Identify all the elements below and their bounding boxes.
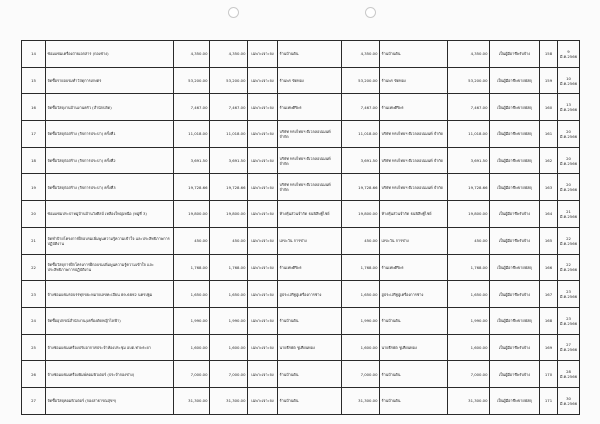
winning-price: 1,600.00 xyxy=(448,334,490,361)
table-body xyxy=(22,41,580,415)
table-row xyxy=(22,121,580,148)
table-row xyxy=(22,67,580,94)
row-number: 24 xyxy=(22,307,46,334)
row-number: 21 xyxy=(22,227,46,254)
contract-number: 158 xyxy=(540,41,558,68)
punch-hole-right xyxy=(365,7,376,18)
bidder-name: ร้านบ้านดิน xyxy=(278,387,342,414)
bid-price: 450.00 xyxy=(342,227,380,254)
winner-name: ห้างหุ้นส่วนจำกัด ธนพิสิษฐ์ไชย์ xyxy=(380,201,448,228)
item-description: จัดซื้อวัสดุก่อสร้าง (กิจการประปา) ครั้งที่2 xyxy=(46,147,174,174)
bid-price: 7,000.00 xyxy=(342,361,380,388)
contract-date: 20 มี.ค.2566 xyxy=(558,147,580,174)
median-price: 1,650.00 xyxy=(210,281,248,308)
winner-name: นายธีรพัต ชูเทียนทอง xyxy=(380,334,448,361)
contract-number: 165 xyxy=(540,227,558,254)
procurement-method: เฉพาะเจาะจง xyxy=(248,334,278,361)
median-price: 1,990.00 xyxy=(210,307,248,334)
table-row xyxy=(22,174,580,201)
bid-price: 1,600.00 xyxy=(342,334,380,361)
budget-amount: 53,200.00 xyxy=(174,67,210,94)
bidder-name: บริษัท ทรงไทยฯ ดีเวลลอปเมนท์ จำกัด xyxy=(278,147,342,174)
winner-name: อู่ประเสริฐอู่เครื่องการช่าง xyxy=(380,281,448,308)
bid-price: 3,691.50 xyxy=(342,147,380,174)
table-row xyxy=(22,227,580,254)
bidder-name: ห้างหุ้นส่วนจำกัด ธนพิสิษฐ์ไชย์ xyxy=(278,201,342,228)
budget-amount: 19,800.00 xyxy=(174,201,210,228)
bidder-name: ร้านบ้านดิน xyxy=(278,41,342,68)
contract-number: 161 xyxy=(540,121,558,148)
contract-number: 166 xyxy=(540,254,558,281)
median-price: 1,600.00 xyxy=(210,334,248,361)
procurement-method: เฉพาะเจาะจง xyxy=(248,361,278,388)
bid-price: 7,467.00 xyxy=(342,94,380,121)
table-row xyxy=(22,387,580,414)
winning-price: 1,650.00 xyxy=(448,281,490,308)
selection-reason: เป็นผู้มีอาชีพขายพัสดุ xyxy=(490,121,540,148)
procurement-method: เฉพาะเจาะจง xyxy=(248,201,278,228)
selection-reason: เป็นผู้มีอาชีพรับจ้าง xyxy=(490,281,540,308)
contract-date: 13 มี.ค.2566 xyxy=(558,94,580,121)
contract-date: 27 มี.ค.2566 xyxy=(558,334,580,361)
procurement-method: เฉพาะเจาะจง xyxy=(248,227,278,254)
median-price: 7,000.00 xyxy=(210,361,248,388)
selection-reason: เป็นผู้มีอาชีพขายพัสดุ xyxy=(490,94,540,121)
contract-number: 168 xyxy=(540,307,558,334)
item-description: ซ่อมแซมเครื่องถ่ายเอกสาร (กองช่าง) xyxy=(46,41,174,68)
winner-name: ร้านบ้านดิน xyxy=(380,387,448,414)
bidder-name: ร้านพร ขัดทอง xyxy=(278,67,342,94)
bid-price: 19,728.66 xyxy=(342,174,380,201)
item-description: จัดซื้อรายอบรมทำวัสดุการเกษตร xyxy=(46,67,174,94)
winner-name: ร้านบ้านดิน xyxy=(380,41,448,68)
procurement-method: เฉพาะเจาะจง xyxy=(248,67,278,94)
row-number: 18 xyxy=(22,147,46,174)
bidder-name: บริษัท ทรงไทยฯ ดีเวลลอปเมนท์ จำกัด xyxy=(278,174,342,201)
procurement-method: เฉพาะเจาะจง xyxy=(248,94,278,121)
bid-price: 31,300.00 xyxy=(342,387,380,414)
bidder-name: นายธีรพัต ชูเทียนทอง xyxy=(278,334,342,361)
bid-price: 1,768.00 xyxy=(342,254,380,281)
median-price: 3,691.50 xyxy=(210,147,248,174)
contract-date: 21 มี.ค.2566 xyxy=(558,201,580,228)
contract-number: 160 xyxy=(540,94,558,121)
item-description: ซ่อมแซมประปาหมู่บ้านบ้านวังศิลป์ เหลืองใหญ่เหนือ (หมู่ที่ 3) xyxy=(46,201,174,228)
table-row xyxy=(22,94,580,121)
contract-date: 20 มี.ค.2566 xyxy=(558,174,580,201)
budget-amount: 3,691.50 xyxy=(174,147,210,174)
bid-price: 1,990.00 xyxy=(342,307,380,334)
median-price: 53,200.00 xyxy=(210,67,248,94)
item-description: จัดซื้ออุปกรณ์สำนักงาน(เครื่องตัดหญ้าไฟฟ้า) xyxy=(46,307,174,334)
contract-date: 23 มี.ค.2566 xyxy=(558,281,580,308)
row-number: 27 xyxy=(22,387,46,414)
winning-price: 3,691.50 xyxy=(448,147,490,174)
item-description: จ้างซ่อมแซมเครื่องพิมพ์คอมพิวเตอร์ (ประจำกองช่าง) xyxy=(46,361,174,388)
row-number: 20 xyxy=(22,201,46,228)
budget-amount: 19,728.66 xyxy=(174,174,210,201)
budget-amount: 1,650.00 xyxy=(174,281,210,308)
winner-name: ร้านเทพศิริพร xyxy=(380,254,448,281)
table-row xyxy=(22,307,580,334)
median-price: 4,350.00 xyxy=(210,41,248,68)
procurement-method: เฉพาะเจาะจง xyxy=(248,281,278,308)
winner-name: บริษัท ทรงไทยฯ ดีเวลลอปเมนท์ จำกัด xyxy=(380,174,448,201)
contract-date: 23 มี.ค.2566 xyxy=(558,307,580,334)
contract-date: 10 มี.ค.2566 xyxy=(558,67,580,94)
bid-price: 53,200.00 xyxy=(342,67,380,94)
item-description: จัดซื้อวัสดุคอมพิวเตอร์ (กองสาธารณสุขฯ) xyxy=(46,387,174,414)
punch-hole-left xyxy=(228,7,239,18)
contract-number: 164 xyxy=(540,201,558,228)
median-price: 19,728.66 xyxy=(210,174,248,201)
table-row xyxy=(22,361,580,388)
winner-name: ร้านพร ขัดทอง xyxy=(380,67,448,94)
procurement-method: เฉพาะเจาะจง xyxy=(248,307,278,334)
item-description: จัดทำป้ายโครงการฝึกอบรมเพิ่มพูนความรู้ความเข้าใจ และประสิทธิภาพการปฏิบัติงาน xyxy=(46,227,174,254)
row-number: 15 xyxy=(22,67,46,94)
winner-name: ร้านบ้านดิน xyxy=(380,307,448,334)
contract-number: 163 xyxy=(540,174,558,201)
bidder-name: ร้านบ้านดิน xyxy=(278,361,342,388)
winner-name: ร้านเทพศิริพร xyxy=(380,94,448,121)
item-description: จ้างซ่อมแซมเครื่องปรับอากาศประจำห้องประชุม อบต.ท่าพระยา xyxy=(46,334,174,361)
winning-price: 11,018.00 xyxy=(448,121,490,148)
row-number: 16 xyxy=(22,94,46,121)
bidder-name: บริษัท ทรงไทยฯ ดีเวลลอปเมนท์ จำกัด xyxy=(278,121,342,148)
selection-reason: เป็นผู้มีอาชีพรับจ้าง xyxy=(490,227,540,254)
median-price: 31,300.00 xyxy=(210,387,248,414)
row-number: 25 xyxy=(22,334,46,361)
bid-price: 4,350.00 xyxy=(342,41,380,68)
bidder-name: ร้านเทพศิริพร xyxy=(278,94,342,121)
procurement-method: เฉพาะเจาะจง xyxy=(248,174,278,201)
contract-date: 22 มี.ค.2566 xyxy=(558,227,580,254)
contract-date: 30 มี.ค.2566 xyxy=(558,387,580,414)
winning-price: 1,990.00 xyxy=(448,307,490,334)
winner-name: บริษัท ทรงไทยฯ ดีเวลลอปเมนท์ จำกัด xyxy=(380,121,448,148)
bidder-name: เลขะวัน การช่าง xyxy=(278,227,342,254)
median-price: 11,018.00 xyxy=(210,121,248,148)
row-number: 14 xyxy=(22,41,46,68)
item-description: จัดซื้อวัสดุการฝึกโครงการฝึกอบรมเพิ่มพูนความรู้ความเข้าใจ และประสิทธิภาพการปฏิบัติงาน xyxy=(46,254,174,281)
row-number: 19 xyxy=(22,174,46,201)
item-description: จัดซื้อวัสดุงานบ้านงานครัว (สำนักปลัด) xyxy=(46,94,174,121)
selection-reason: เป็นผู้มีอาชีพรับจ้าง xyxy=(490,361,540,388)
budget-amount: 4,350.00 xyxy=(174,41,210,68)
contract-date: 28 มี.ค.2566 xyxy=(558,361,580,388)
procurement-method: เฉพาะเจาะจง xyxy=(248,41,278,68)
selection-reason: เป็นผู้มีอาชีพขายพัสดุ xyxy=(490,67,540,94)
row-number: 23 xyxy=(22,281,46,308)
winning-price: 4,350.00 xyxy=(448,41,490,68)
table-row xyxy=(22,281,580,308)
procurement-table xyxy=(21,40,580,415)
table-row xyxy=(22,201,580,228)
budget-amount: 1,990.00 xyxy=(174,307,210,334)
table-row xyxy=(22,41,580,68)
selection-reason: เป็นผู้มีอาชีพรับจ้าง xyxy=(490,334,540,361)
item-description: จ้างซ่อมแซมรถบรรทุกขยะหมายเลขทะเบียน 89-6892 นครปฐม xyxy=(46,281,174,308)
median-price: 19,800.00 xyxy=(210,201,248,228)
table-row xyxy=(22,147,580,174)
bidder-name: ร้านเทพศิริพร xyxy=(278,254,342,281)
selection-reason: เป็นผู้มีอาชีพขายพัสดุ xyxy=(490,254,540,281)
bid-price: 11,018.00 xyxy=(342,121,380,148)
median-price: 1,768.00 xyxy=(210,254,248,281)
winning-price: 19,800.00 xyxy=(448,201,490,228)
budget-amount: 7,000.00 xyxy=(174,361,210,388)
contract-number: 162 xyxy=(540,147,558,174)
selection-reason: เป็นผู้มีอาชีพรับจ้าง xyxy=(490,201,540,228)
bidder-name: ร้านบ้านดิน xyxy=(278,307,342,334)
budget-amount: 1,768.00 xyxy=(174,254,210,281)
budget-amount: 7,467.00 xyxy=(174,94,210,121)
row-number: 17 xyxy=(22,121,46,148)
item-description: จัดซื้อวัสดุก่อสร้าง (กิจการประปา) ครั้งที่1 xyxy=(46,121,174,148)
bid-price: 19,800.00 xyxy=(342,201,380,228)
winning-price: 19,728.66 xyxy=(448,174,490,201)
winner-name: บริษัท ทรงไทยฯ ดีเวลลอปเมนท์ จำกัด xyxy=(380,147,448,174)
winning-price: 7,000.00 xyxy=(448,361,490,388)
table-row xyxy=(22,254,580,281)
row-number: 22 xyxy=(22,254,46,281)
procurement-method: เฉพาะเจาะจง xyxy=(248,254,278,281)
contract-date: 20 มี.ค.2566 xyxy=(558,121,580,148)
selection-reason: เป็นผู้มีอาชีพขายพัสดุ xyxy=(490,387,540,414)
table-row xyxy=(22,334,580,361)
selection-reason: เป็นผู้มีอาชีพขายพัสดุ xyxy=(490,174,540,201)
item-description: จัดซื้อวัสดุก่อสร้าง (กิจการประปา) ครั้งที่3 xyxy=(46,174,174,201)
median-price: 7,467.00 xyxy=(210,94,248,121)
selection-reason: เป็นผู้มีอาชีพขายพัสดุ xyxy=(490,307,540,334)
budget-amount: 31,300.00 xyxy=(174,387,210,414)
selection-reason: เป็นผู้มีอาชีพขายพัสดุ xyxy=(490,147,540,174)
winning-price: 31,300.00 xyxy=(448,387,490,414)
budget-amount: 450.00 xyxy=(174,227,210,254)
procurement-method: เฉพาะเจาะจง xyxy=(248,147,278,174)
contract-number: 170 xyxy=(540,361,558,388)
row-number: 26 xyxy=(22,361,46,388)
median-price: 450.00 xyxy=(210,227,248,254)
winning-price: 7,467.00 xyxy=(448,94,490,121)
budget-amount: 1,600.00 xyxy=(174,334,210,361)
winning-price: 1,768.00 xyxy=(448,254,490,281)
winner-name: เลขะวัน การช่าง xyxy=(380,227,448,254)
winning-price: 53,200.00 xyxy=(448,67,490,94)
winning-price: 450.00 xyxy=(448,227,490,254)
bid-price: 1,650.00 xyxy=(342,281,380,308)
contract-number: 167 xyxy=(540,281,558,308)
procurement-method: เฉพาะเจาะจง xyxy=(248,387,278,414)
contract-number: 159 xyxy=(540,67,558,94)
contract-date: 9 มี.ค.2566 xyxy=(558,41,580,68)
winner-name: ร้านบ้านดิน xyxy=(380,361,448,388)
procurement-method: เฉพาะเจาะจง xyxy=(248,121,278,148)
contract-number: 171 xyxy=(540,387,558,414)
selection-reason: เป็นผู้มีอาชีพรับจ้าง xyxy=(490,41,540,68)
contract-number: 169 xyxy=(540,334,558,361)
bidder-name: อู่ประเสริฐอู่เครื่องการช่าง xyxy=(278,281,342,308)
contract-date: 22 มี.ค.2566 xyxy=(558,254,580,281)
budget-amount: 11,018.00 xyxy=(174,121,210,148)
